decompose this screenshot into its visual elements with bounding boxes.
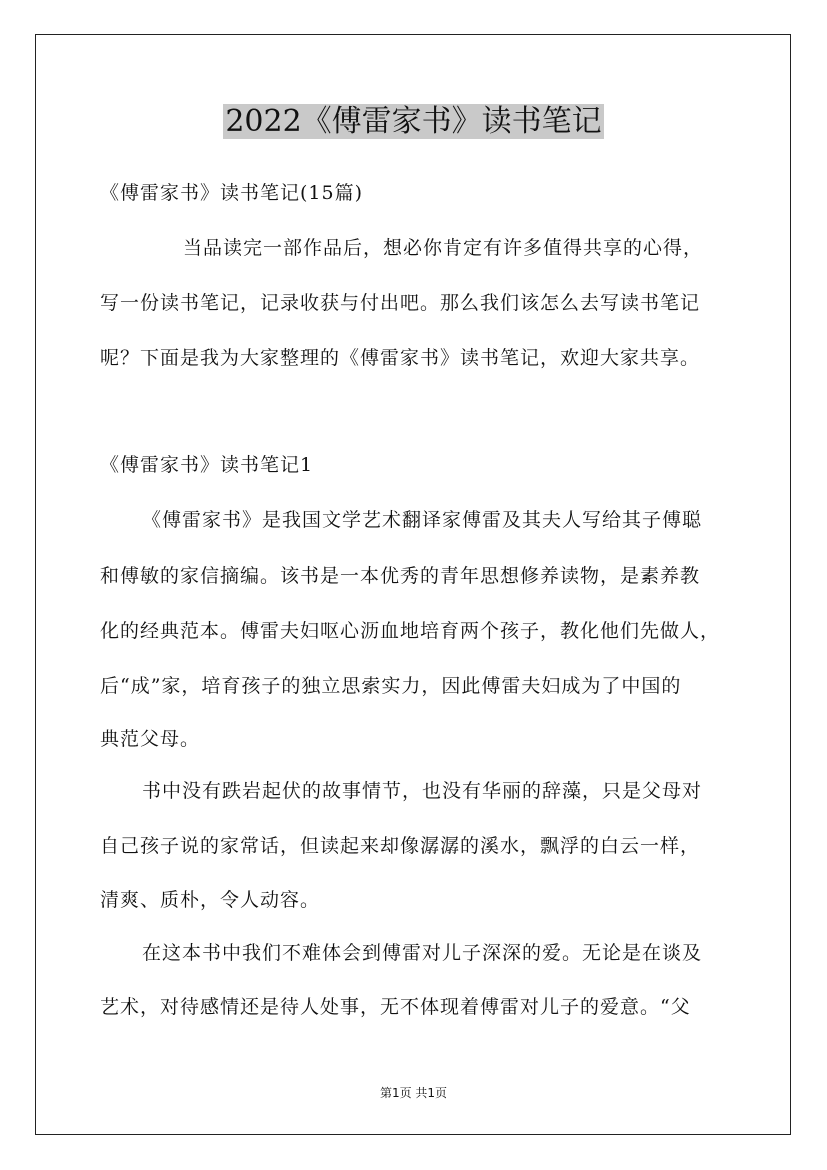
paragraph-line: 艺术，对待感情还是待人处事，无不体现着傅雷对儿子的爱意。“父 <box>100 996 691 1018</box>
paragraph-line: 化的经典范本。傅雷夫妇呕心沥血地培育两个孩子，教化他们先做人， <box>100 620 721 642</box>
paragraph-line: 书中没有跌岩起伏的故事情节，也没有华丽的辞藻，只是父母对 <box>142 780 703 802</box>
subtitle: 《傅雷家书》读书笔记(15篇) <box>100 182 364 204</box>
paragraph-line: 典范父母。 <box>100 728 201 750</box>
paragraph-line: 自己孩子说的家常话，但读起来却像潺潺的溪水，飘浮的白云一样， <box>100 835 701 857</box>
paragraph-line: 《傅雷家书》是我国文学艺术翻译家傅雷及其夫人写给其子傅聪 <box>142 509 703 531</box>
intro-line: 当品读完一部作品后，想必你肯定有许多值得共享的心得， <box>183 237 704 259</box>
intro-line: 写一份读书笔记，记录收获与付出吧。那么我们该怎么去写读书笔记 <box>100 292 701 314</box>
paragraph-line: 清爽、质朴，令人动容。 <box>100 889 321 911</box>
document-title <box>0 102 827 142</box>
document-title-text: 2022《傅雷家书》读书笔记 <box>225 104 602 139</box>
page-number-footer: 第1页 共1页 <box>379 1086 448 1100</box>
section-heading: 《傅雷家书》读书笔记1 <box>100 454 314 476</box>
paragraph-line: 后“成”家，培育孩子的独立思索实力，因此傅雷夫妇成为了中国的 <box>100 675 682 697</box>
paragraph-line: 和傅敏的家信摘编。该书是一本优秀的青年思想修养读物，是素养教 <box>100 565 701 587</box>
intro-line: 呢？下面是我为大家整理的《傅雷家书》读书笔记，欢迎大家共享。 <box>100 347 701 369</box>
paragraph-line: 在这本书中我们不难体会到傅雷对儿子深深的爱。无论是在谈及 <box>142 942 703 964</box>
